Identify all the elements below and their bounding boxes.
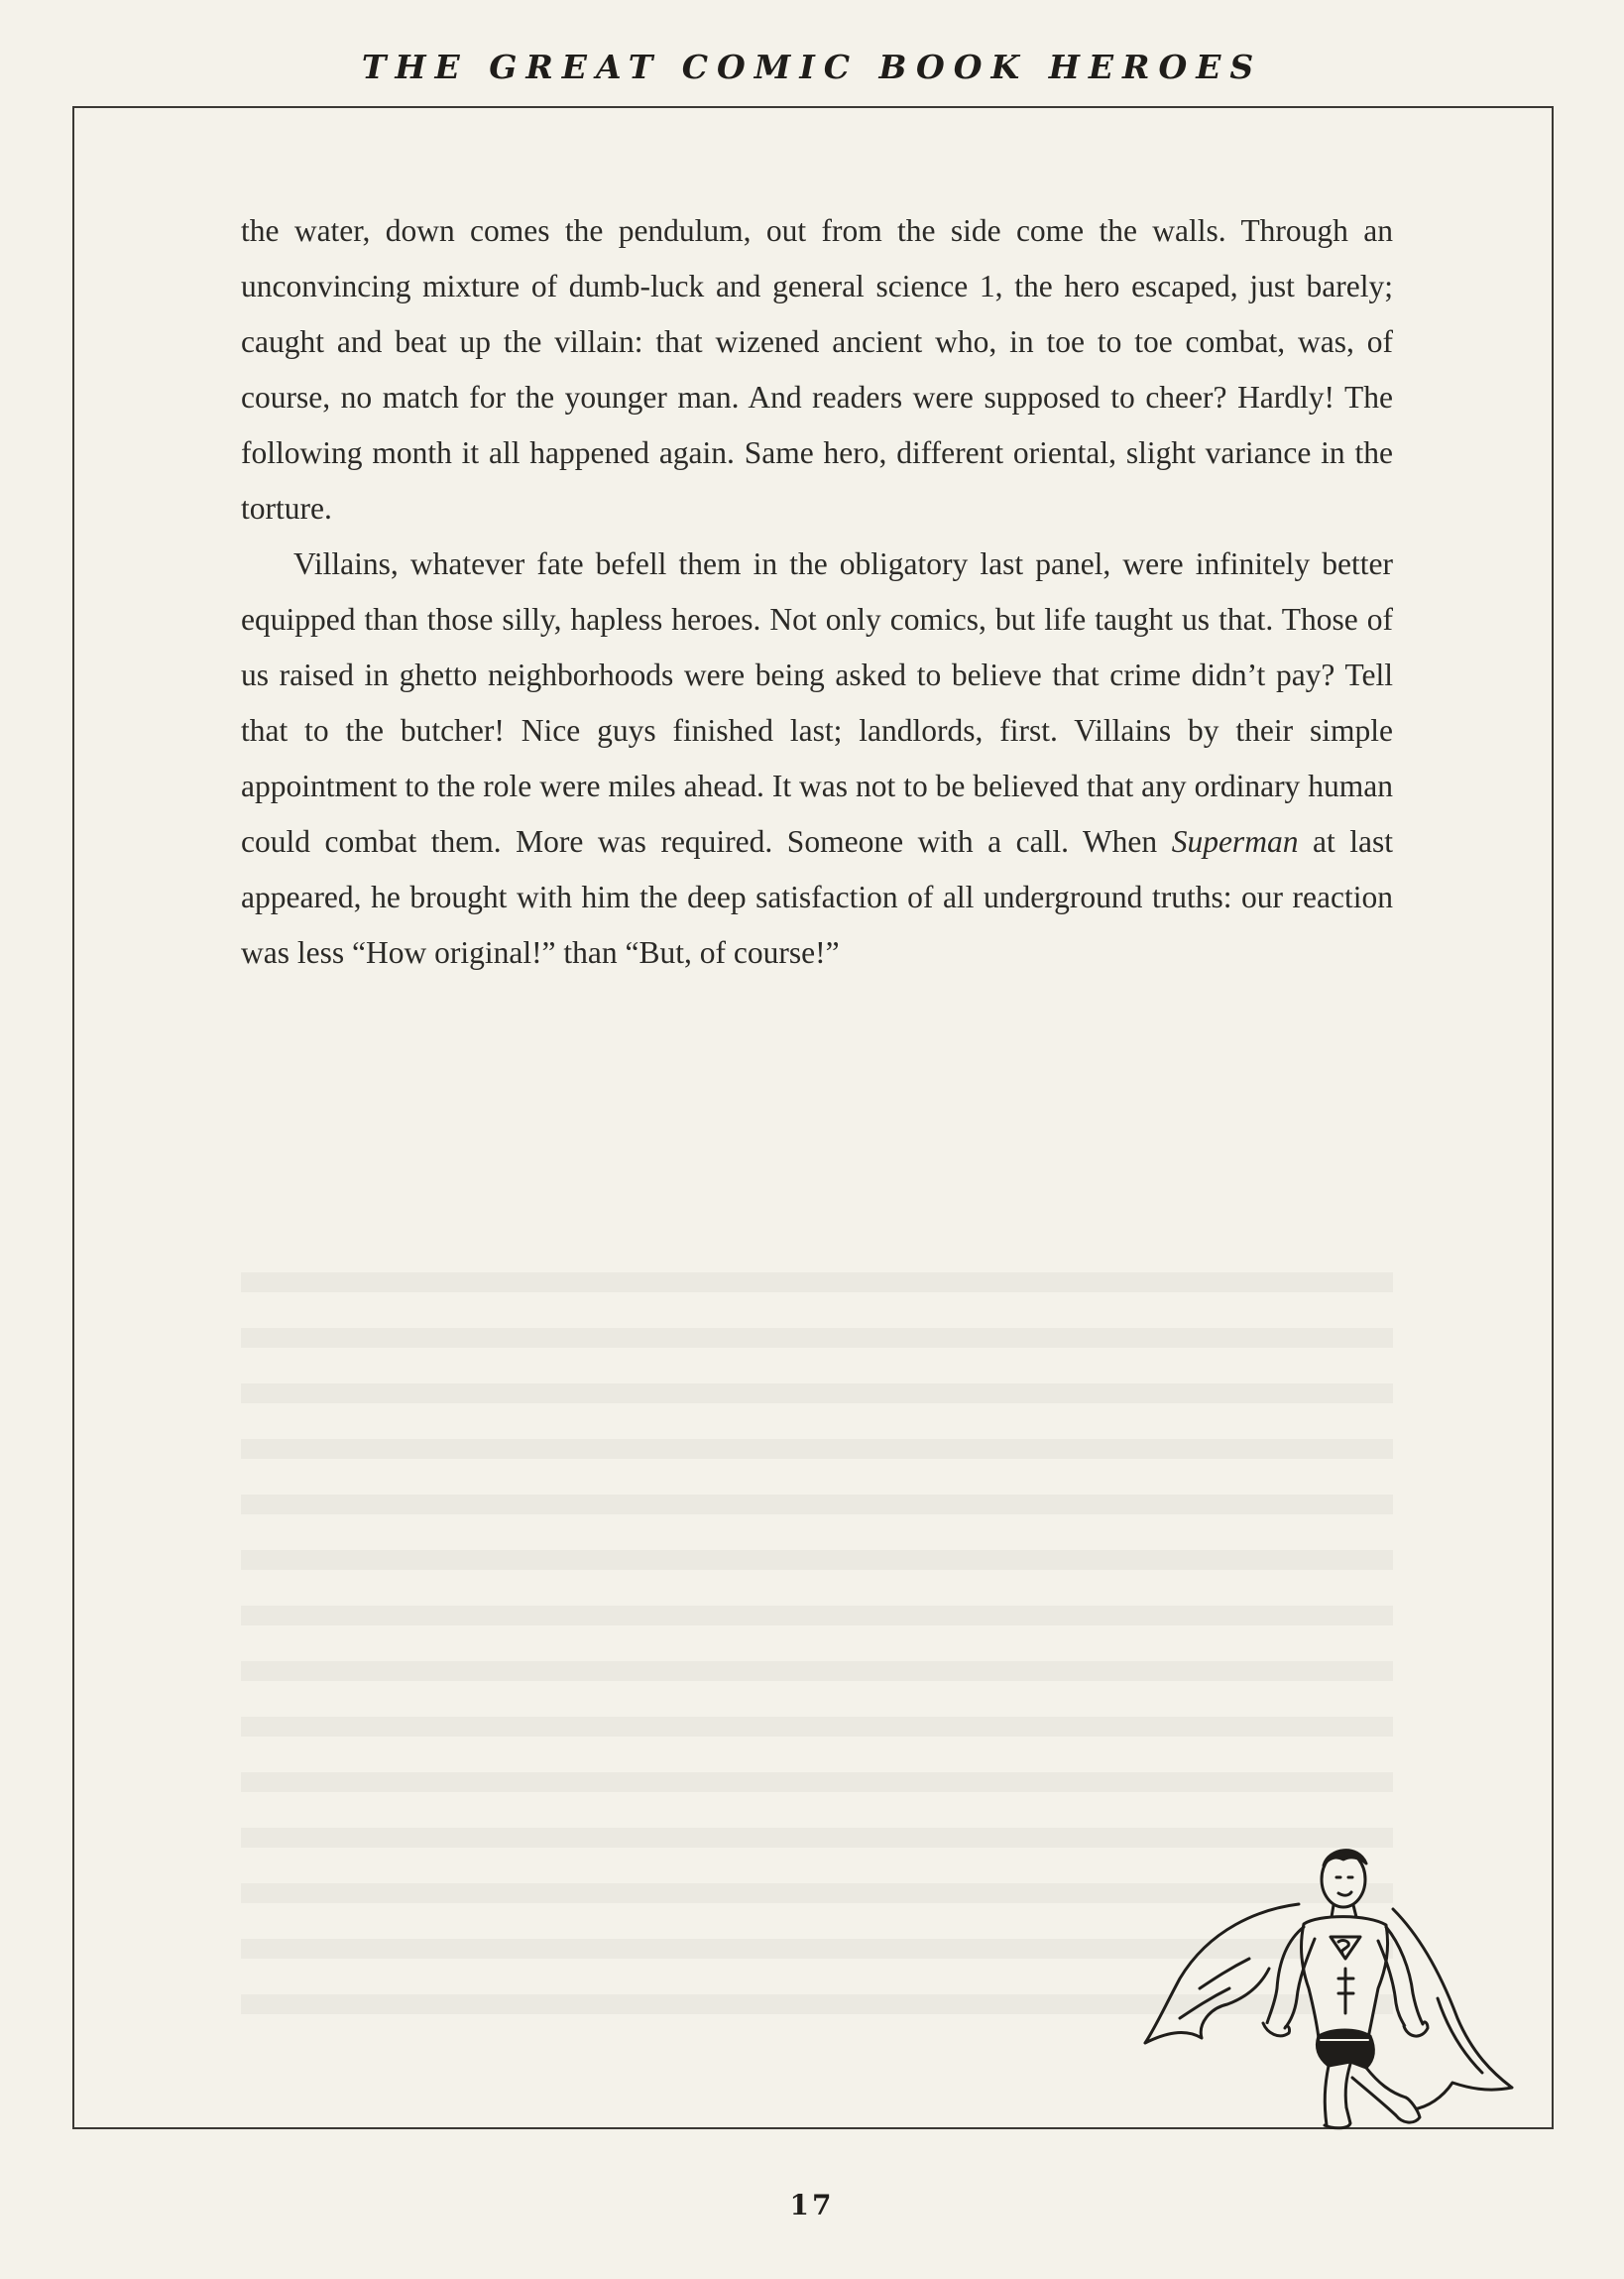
superman-flying-icon [1140, 1830, 1522, 2132]
running-header: THE GREAT COMIC BOOK HEROES [361, 48, 1263, 86]
italic-title: Superman [1171, 824, 1299, 859]
body-text [241, 203, 1393, 981]
page-number: 17 [789, 2189, 835, 2221]
paragraph-1: the water, down comes the pendulum, out from the side come the walls. Through an unconvincing mixture of dumb-luck and general science 1, the hero escaped, just barely; caught and beat up the villain: that wizened ancient who, in toe to toe combat, was, of course, no match for the younger man. And readers were supposed to cheer? Hardly! The following month it all happened again. Same hero, different oriental, slight variance in the torture. [241, 213, 1393, 526]
paragraph-2: Villains, whatever fate befell them in the obligatory last panel, were infinitely better equipped than those silly, hapless heroes. Not only comics, but life taught us that. Those of us raised in ghetto neighborhoods were being asked to believe that crime didn’t pay? Tell that to the butcher! Nice guys finished last; landlords, first. Villains by their simple appointment to the role were miles ahead. It was not to be believed that any ordinary human could combat them. More was required. Someone with a call. When Superman at last appeared, he brought with him the deep satisfaction of all underground truths: our reaction was less “How original!” than “But, of course!” [241, 546, 1394, 970]
